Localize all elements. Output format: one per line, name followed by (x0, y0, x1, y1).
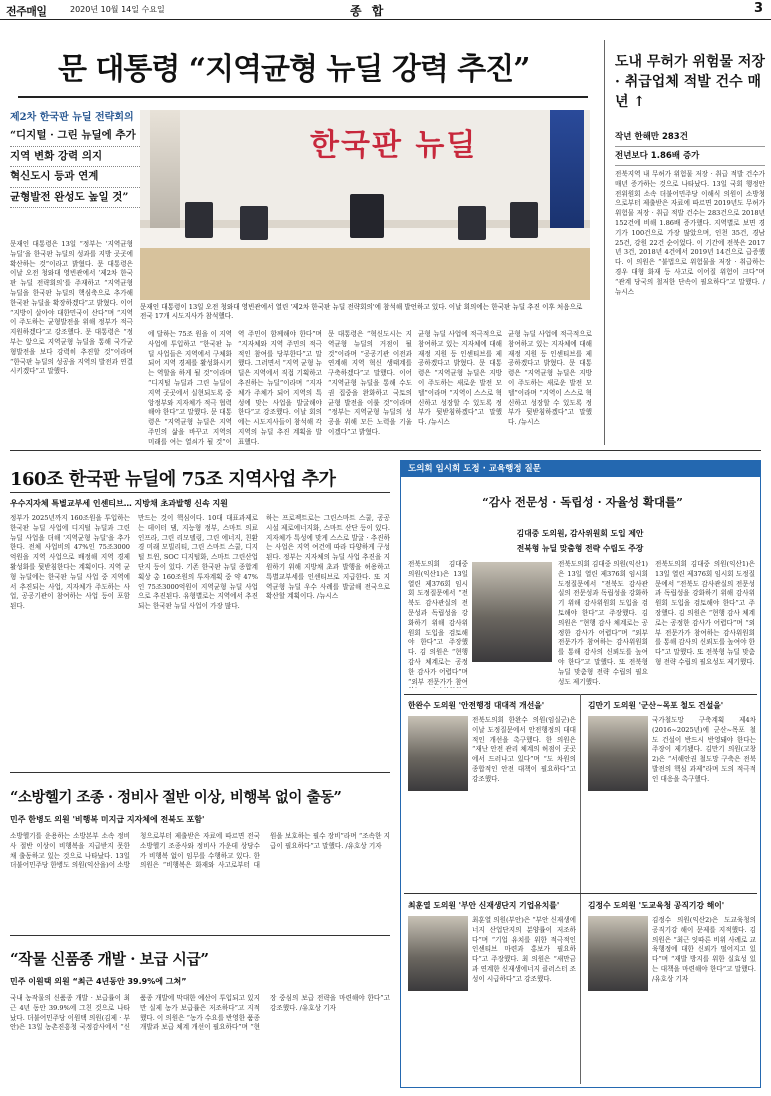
section-rule (10, 935, 390, 936)
flag-right (550, 110, 584, 240)
side-headline: 도내 무허가 위험물 저장 · 취급업체 적발 건수 매년 ↑ (615, 54, 765, 110)
lead-body-col: 역 주민이 함께해야 한다”며 “지자체와 지역 주민의 적극적인 참여를 당부한다”고 말했다. 그러면서 “지역 균형 뉴딜은 지역에서 직접 기획하고 추진하는 뉴딜”이라며 “지자체가 주체가 되어 지역의 특성에 맞는 사업을 발굴해야 한다”고 강조했다. 이날 회의에는 시도지사들이 참석해 각 지역의 뉴딜 추진 계획을 발표했다. (238, 330, 322, 445)
lead-member-title: 김대중 도의원, 감사위원회 도입 제안 (516, 529, 644, 538)
lead-body-col: 문 대통령은 “혁신도시는 지역균형 뉴딜의 거점이 될 것”이라며 “공공기관 이전과 연계해 지역 혁신 생태계를 구축하겠다”고 말했다. 이어 “지역균형 뉴딜을 통해 수도권 집중을 완화하고 국토의 균형 발전을 이룰 것”이라며 “정부는 지역균형 뉴딜의 성공을 위해 모든 노력을 기울이겠다”고 밝혔다. (328, 330, 412, 436)
box-quote: “감사 전문성 · 독립성 · 자율성 확대를” (482, 495, 683, 509)
article3-subhead: 민주 한병도 의원 '비행복 미지급 지자체에 전북도 포함' (10, 815, 205, 824)
member-title: 최훈열 도의원 '부안 신재생단지 기업유치를' (408, 901, 560, 910)
side-subhead: 작년 한해만 283건 (615, 128, 765, 147)
side-subheads (615, 128, 765, 166)
lead-photo (140, 110, 590, 300)
page-number: 3 (753, 1, 763, 16)
article3-headline: “소방헬기 조종 · 정비사 절반 이상, 비행복 없이 출동” (10, 789, 342, 806)
section-rule (10, 772, 390, 773)
lead-body-col: 에 달하는 75조 원을 이 지역 사업에 투입하고 “한국판 뉴딜 사업들은 지역에서 구체화되어 지역 경제를 활성화시키는 역할을 하게 될 것”이라며 “디지털 뉴딜과 그린 뉴딜이 지역 곳곳에서 실현되도록 중앙정부와 지자체가 적극 협력해야 한다”고 말했다. 문 대통령은 “지역균형 뉴딜은 지역 주민의 삶을 바꾸고 지역의 미래를 여는 열쇠가 될 것”이 (148, 330, 232, 445)
box-header: 도의회 임시회 도정 · 교육행정 질문 (400, 460, 761, 476)
attendee-figure (458, 206, 486, 240)
attendee-figure (240, 206, 268, 240)
member-body: 전북도의회 한완수 의원(임실군)은 이날 도정질문에서 안전행정의 대대적인 개선을 촉구했다. 한 의원은 “재난 안전 관리 체계의 허점이 곳곳에서 드러나고 있다”며 “도 차원의 종합적인 안전 대책이 필요하다”고 강조했다. (472, 716, 576, 783)
box-divider (580, 694, 581, 1084)
member-title: 김만기 도의원 '군산~목포 철도 건설을' (588, 701, 724, 710)
lead-subheadline: 혁신도시 등과 연계 (10, 167, 140, 188)
member-photo (588, 716, 648, 791)
flag-left (150, 110, 180, 230)
section-rule (10, 450, 761, 451)
lead-member-photo (472, 562, 552, 662)
box-lead-body-col: 전북도의회 김대중 의원(익산1)은 13일 열린 제376회 임시회 도정질문에서 “전북도 감사관실의 전문성과 독립성을 강화하기 위해 감사위원회 도입을 검토해야 한다”고 주장했다. 김 의원은 “현행 감사 체계로는 공정한 감사가 어렵다”며 “외부 전문가가 참여 (408, 560, 468, 686)
article2-subhead: 우수지자체 특별교부세 인센티브… 지방채 초과발행 신속 지원 (10, 499, 228, 508)
photo-banner-text: 한국판 뉴딜 (310, 128, 478, 163)
headline-rule (18, 96, 588, 98)
member-body: 국가철도망 구축계획 제4차(2016~2025년)에 군산~목포 철도 건설이 반드시 반영돼야 한다는 주장이 제기됐다. 김만기 의원(고창2)은 “서해안권 철도망 구축은 전북 발전의 핵심 과제”라며 도의 적극적인 대응을 촉구했다. (652, 716, 756, 783)
article4-headline: “작물 신품종 개발 · 보급 시급” (10, 950, 209, 968)
lead-subheadline: 지역 변화 강력 의지 (10, 147, 140, 168)
lead-subheadline: 균형발전 완성도 높일 것” (10, 188, 140, 209)
article2-body-col: 하는 프로젝트로는 그린스마트 스쿨, 공공시설 제로에너지화, 스마트 산단 등이 있다. 지자체가 특성에 맞게 스스로 발굴 · 추진하는 사업은 지역 여건에 따라 다양하게 구성된다. 정부는 지자체의 뉴딜 사업 추진을 지원하기 위해 지방채 초과 발행을 허용하고 특별교부세를 인센티브로 지급한다. 또 지역균형 뉴딜 우수 사례를 발굴해 전국으로 확산할 계획이다. /뉴시스 (266, 514, 390, 601)
side-subhead: 전년보다 1.86배 증가 (615, 147, 765, 166)
box-rule (404, 893, 757, 894)
headline-rule (10, 492, 390, 493)
attendee-figure (510, 202, 538, 238)
side-body: 전북지역 내 무허가 위험물 저장 · 취급 적발 건수가 매년 증가하는 것으로 나타났다. 13일 국회 행정안전위원회 소속 더불어민주당 이해식 의원이 소방청으로부터 제출받은 자료에 따르면 2019년도 무허가 위험물 저장 · 취급 적발 건수는 283건으로 2018년 152건에 비해 1.86배 증가했다. 지역별로 보면 경기가 100건으로 가장 많았으며, 인천 35건, 경남 25건, 강원 22건 순이었다. 이 기간에 전북은 2017년 3건, 2018년 4건에서 2019년 14건으로 급증했다. 이 의원은 “불법으로 위험물을 저장 · 취급하는 경우 대형 화재 등 사고로 이어질 위험이 크다”며 “관계 당국의 철저한 단속이 필요하다”고 말했다. /뉴시스 (615, 170, 765, 296)
lead-headline: 문 대통령 “지역균형 뉴딜 강력 추진” (58, 52, 530, 87)
article2-headline: 160조 한국판 뉴딜에 75조 지역사업 추가 (10, 469, 336, 490)
section-name: 종 합 (350, 4, 387, 18)
lead-kicker: 제2차 한국판 뉴딜 전략회의 (10, 112, 134, 123)
column-divider (604, 40, 605, 445)
member-body: 김정수 의원(익산2)은 도교육청의 공직기강 해이 문제를 지적했다. 김 의원은 “최근 잇따른 비위 사례로 교육행정에 대한 신뢰가 떨어지고 있다”며 “재발 방지를 위한 실효성 있는 대책을 마련해야 한다”고 말했다. /유호상 기자 (652, 916, 756, 983)
member-title: 김정수 도의원 '도교육청 공직기강 해이' (588, 901, 725, 910)
member-photo (408, 916, 468, 991)
member-title: 한완수 도의원 '안전행정 대대적 개선을' (408, 701, 545, 710)
member-photo (588, 916, 648, 991)
lead-body-col: 문재인 대통령은 13일 “정부는 ‘지역균형 뉴딜’을 한국판 뉴딜의 성과를 지방 곳곳에 확산하는 것”이라고 밝혔다. 문 대통령은 이날 오전 청와대 영빈관에서 ‘제2차 한국판 뉴딜 전략회의’를 주재하고 “지역균형 뉴딜을 한국판 뉴딜의 핵심축으로 추가해 한국판 뉴딜을 확장하겠다”고 밝혔다. 이어 “지방이 살아야 대한민국이 산다”며 “지역이 주도하는 균형발전을 위해 정부가 적극 지원하겠다”고 강조했다. 문 대통령은 “정부는 앞으로 지역균형 뉴딜을 통해 국가균형발전을 보다 강력히 추진할 것”이라며 “한국판 뉴딜의 성공을 지역의 발전과 연결시키겠다”고 말했다. (10, 240, 133, 376)
article3-body: 소방헬기를 운용하는 소방본부 소속 정비사 절반 이상이 비행복을 지급받지 못한 채 출동하고 있는 것으로 나타났다. 13일 더불어민주당 한병도 의원(익산을)이 소방청으로부터 제출받은 자료에 따르면 전국 소방헬기 조종사와 정비사 가운데 상당수가 비행복 없이 임무를 수행하고 있다. 한 의원은 “비행복은 화재와 사고로부터 대원을 보호하는 필수 장비”라며 “조속한 지급이 필요하다”고 말했다. /유호상 기자 (10, 832, 390, 870)
member-body: 최훈열 의원(부안)은 “부안 신재생에너지 산업단지의 분양률이 저조하다”며 “기업 유치를 위한 적극적인 인센티브 마련과 홍보가 필요하다”고 주장했다. 최 의원은 “새만금과 연계한 신재생에너지 클러스터 조성이 시급하다”고 강조했다. (472, 916, 576, 983)
table-front (140, 248, 590, 300)
article4-subhead: 민주 이원택 의원 “최근 4년동안 39.9%에 그쳐” (10, 977, 187, 986)
article4-body: 국내 농작물의 신품종 개발 · 보급률이 최근 4년 동안 39.9%에 그친 것으로 나타났다. 더불어민주당 이원택 의원(김제 · 부안)은 13일 농촌진흥청 국정감사에서 “신품종 개발에 막대한 예산이 투입되고 있지만 실제 농가 보급률은 저조하다”고 지적했다. 이 의원은 “농가 수요를 반영한 품종 개발과 보급 체계 개선이 필요하다”며 “현장 중심의 보급 전략을 마련해야 한다”고 강조했다. /유호상 기자 (10, 994, 390, 1032)
lead-member-subtitle: 전북형 뉴딜 맞춤형 전략 수립도 주장 (516, 544, 644, 553)
box-lead-body-col: 전북도의회 김대중 의원(익산1)은 13일 열린 제376회 임시회 도정질문에서 “전북도 감사관실의 전문성과 독립성을 강화하기 위해 감사위원회 도입을 검토해야 한다”고 주장했다. 김 의원은 “현행 감사 체계로는 공정한 감사가 어렵다”며 “외부 전문가가 참여하는 감사위원회를 통해 감사의 신뢰도를 높여야 한다”고 말했다. 또 전북형 뉴딜 맞춤형 전략 수립의 필요성도 제기했다. (655, 560, 755, 666)
issue-date: 2020년 10월 14일 수요일 (70, 5, 165, 14)
paper-name: 전주매일 (6, 5, 47, 18)
box-lead-body-col: 전북도의회 김대중 의원(익산1)은 13일 열린 제376회 임시회 도정질문에서 “전북도 감사관실의 전문성과 독립성을 강화하기 위해 감사위원회 도입을 검토해야 한다”고 주장했다. 김 의원은 “현행 감사 체계로는 공정한 감사가 어렵다”며 “외부 전문가가 참여하는 감사위원회를 통해 감사의 신뢰도를 높여야 한다”고 말했다. 또 전북형 뉴딜 맞춤형 전략 수립의 필요성도 제기했다. (558, 560, 648, 686)
article2-body-col: 만드는 것이 핵심이다. 10대 대표과제로는 데이터 댐, 지능형 정부, 스마트 의료 인프라, 그린 리모델링, 그린 에너지, 친환경 미래 모빌리티, 그린 스마트 스쿨, 디지털 트윈, SOC 디지털화, 스마트 그린산업단지 등이 있다. 기존 한국판 뉴딜 종합계획상 총 160조원의 투자계획 중 약 47%인 75조3000억원이 지역균형 뉴딜 사업으로 추진된다. 유형별로는 지역에서 추진되는 한국판 뉴딜 사업이 가장 많다. (138, 514, 258, 611)
member-photo (408, 716, 468, 791)
lead-body-col: 균형 뉴딜 사업에 적극적으로 참여하고 있는 지자체에 대해 재정 지원 등 인센티브를 제공하겠다고 밝혔다. 문 대통령은 “지역균형 뉴딜은 지방이 주도하는 새로운 발전 모델”이라며 “지역이 스스로 혁신하고 성장할 수 있도록 정부가 뒷받침하겠다”고 말했다. /뉴시스 (508, 330, 592, 427)
president-figure (350, 194, 384, 238)
attendee-figure (185, 202, 213, 238)
lead-subheadlines (10, 126, 140, 208)
article2-body-col: 정부가 2025년까지 160조원을 투입하는 한국판 뉴딜 사업에 디지털 뉴딜과 그린 뉴딜 사업을 더해 '지역균형 뉴딜'을 추가한다. 전체 사업비의 47%인 75조3000억원을 지역 사업으로 배정해 지역 경제 활성화를 뒷받침한다는 계획이다. 지역 균형 뉴딜에는 한국판 뉴딜 사업 중 지역에서 추진되는 사업, 지자체가 주도하는 사업, 공공기관이 참여하는 사업 등이 포함된다. (10, 514, 130, 611)
photo-caption: 문재인 대통령이 13일 오전 청와대 영빈관에서 열린 '제2차 한국판 뉴딜 전략회의'에 참석해 발언하고 있다. 이날 회의에는 한국판 뉴딜 추진 이후 처음으로 전국 17개 시도지사가 참석했다. (140, 303, 583, 320)
lead-subheadline: “디지털 · 그린 뉴딜에 추가 (10, 126, 140, 147)
lead-body-col: 균형 뉴딜 사업에 적극적으로 참여하고 있는 지자체에 대해 재정 지원 등 인센티브를 제공하겠다고 밝혔다. 문 대통령은 “지역균형 뉴딜은 지방이 주도하는 새로운 발전 모델”이라며 “지역이 스스로 혁신하고 성장할 수 있도록 정부가 뒷받침하겠다”고 말했다. /뉴시스 (418, 330, 502, 427)
